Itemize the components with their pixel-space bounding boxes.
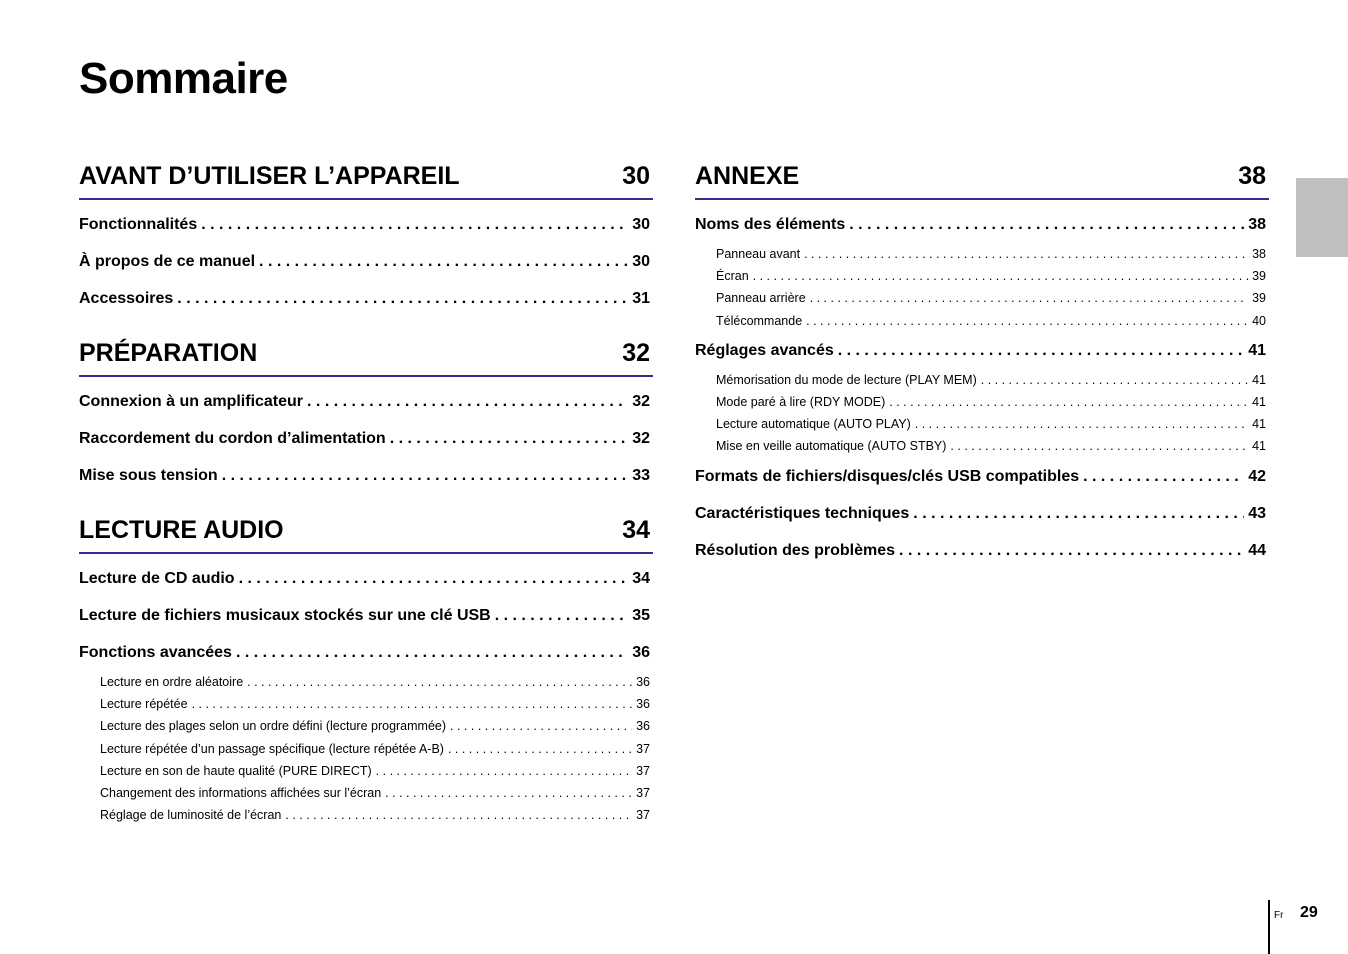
chapter-tab [1296, 178, 1348, 257]
toc-subentry-label: Lecture répétée [100, 697, 188, 712]
toc-subentry[interactable] [695, 287, 1269, 309]
dot-leader [889, 391, 1248, 413]
section-heading-label: LECTURE AUDIO [79, 516, 284, 544]
section-heading-page: 34 [622, 516, 650, 544]
toc-subentry-label: Lecture des plages selon un ordre défini (lecture programmée) [100, 719, 447, 734]
toc-subentry-page: 41 [1252, 372, 1266, 387]
toc-entry[interactable] [79, 634, 653, 671]
toc-subentry-label: Écran [716, 269, 749, 284]
toc-entry[interactable] [695, 332, 1269, 369]
toc-entry-page: 35 [632, 607, 650, 624]
page-number: 29 [1300, 904, 1318, 921]
dot-leader [806, 310, 1248, 332]
dot-leader [192, 693, 633, 715]
toc-subentry-label: Panneau arrière [716, 291, 806, 306]
toc-entry-page: 31 [632, 290, 650, 307]
toc-entry[interactable] [695, 206, 1269, 243]
toc-subentry[interactable] [79, 693, 653, 715]
toc-entry-label: Réglages avancés [695, 341, 834, 359]
toc-entry[interactable] [79, 420, 653, 457]
toc-entry-label: Mise sous tension [79, 467, 218, 484]
toc-subentry[interactable] [695, 310, 1269, 332]
toc-subentry-page: 38 [1252, 247, 1266, 261]
language-code: Fr [1274, 910, 1284, 921]
toc-subentry-label: Télécommande [716, 313, 803, 328]
toc-subentry-page: 41 [1252, 394, 1266, 409]
toc-section-annexe [695, 160, 1269, 569]
toc-subentry-label: Réglage de luminosité de l’écran [100, 808, 282, 823]
dot-leader [495, 597, 628, 634]
toc-subentry-page: 37 [636, 808, 650, 823]
toc-entry-label: Formats de fichiers/disques/clés USB compatibles [695, 467, 1080, 485]
toc-subentry-label: Mise en veille automatique (AUTO STBY) [716, 439, 947, 454]
dot-leader [376, 760, 632, 782]
toc-subentry[interactable] [695, 369, 1269, 391]
toc-entry-page: 36 [632, 644, 650, 661]
toc-subentry-label: Mode paré à lire (RDY MODE) [716, 394, 886, 409]
toc-entry-label: Résolution des problèmes [695, 541, 896, 559]
toc-subentry[interactable] [695, 265, 1269, 287]
toc-entry-label: Raccordement du cordon d’alimentation [79, 430, 386, 447]
toc-subentry-page: 40 [1252, 313, 1266, 328]
dot-leader [810, 287, 1248, 309]
toc-entry[interactable] [79, 206, 653, 243]
toc-entry[interactable] [79, 243, 653, 280]
dot-leader [899, 532, 1244, 569]
dot-leader [385, 782, 632, 804]
toc-entry-page: 43 [1248, 504, 1266, 522]
dot-leader [450, 715, 632, 737]
dot-leader [259, 243, 628, 280]
section-heading[interactable] [79, 160, 653, 200]
toc-entry-page: 32 [632, 393, 650, 410]
toc-entry-label: Accessoires [79, 290, 174, 307]
toc-entry[interactable] [695, 458, 1269, 495]
footer-divider [1268, 900, 1270, 954]
toc-subentry[interactable] [695, 391, 1269, 413]
toc-subentry[interactable] [79, 804, 653, 826]
toc-subentry[interactable] [695, 413, 1269, 435]
toc-subentry-label: Lecture en ordre aléatoire [100, 675, 244, 689]
section-heading-label: ANNEXE [695, 162, 800, 190]
section-heading[interactable] [79, 337, 653, 377]
toc-entry[interactable] [695, 532, 1269, 569]
toc-entry-label: Connexion à un amplificateur [79, 393, 304, 410]
section-heading-page: 38 [1238, 162, 1266, 190]
toc-subentry[interactable] [79, 671, 653, 693]
toc-right-column [695, 160, 1269, 589]
toc-subentry-label: Lecture répétée d’un passage spécifique (lecture répétée A-B) [100, 741, 444, 756]
dot-leader [448, 738, 632, 760]
toc-subentry[interactable] [695, 243, 1269, 265]
dot-leader [838, 332, 1244, 369]
section-heading[interactable] [695, 160, 1269, 200]
dot-leader [307, 383, 628, 420]
dot-leader [915, 413, 1248, 435]
dot-leader [239, 560, 629, 597]
toc-entry-page: 42 [1248, 467, 1266, 485]
dot-leader [236, 634, 628, 671]
toc-section-avant [79, 160, 653, 317]
toc-section-lecture [79, 514, 653, 826]
toc-subentry-label: Mémorisation du mode de lecture (PLAY MEM) [716, 372, 977, 387]
dot-leader [981, 369, 1248, 391]
toc-entry-label: Fonctionnalités [79, 216, 198, 233]
dot-leader [849, 206, 1244, 243]
toc-entry-label: Noms des éléments [695, 216, 846, 233]
toc-entry-page: 33 [632, 467, 650, 484]
toc-entry[interactable] [695, 495, 1269, 532]
section-heading-page: 32 [622, 339, 650, 367]
toc-entry-page: 41 [1248, 341, 1266, 359]
dot-leader [390, 420, 629, 457]
toc-section-preparation [79, 337, 653, 494]
toc-subentry[interactable] [79, 782, 653, 804]
toc-entry[interactable] [79, 560, 653, 597]
toc-subentry[interactable] [79, 715, 653, 737]
section-heading-page: 30 [622, 162, 650, 190]
dot-leader [222, 457, 629, 494]
toc-entry-label: Fonctions avancées [79, 644, 232, 661]
toc-subentry-page: 37 [636, 763, 650, 778]
toc-subentry[interactable] [79, 738, 653, 760]
section-heading-label: PRÉPARATION [79, 339, 258, 367]
toc-subentry-page: 41 [1252, 439, 1266, 454]
toc-subentry[interactable] [695, 435, 1269, 457]
toc-entry[interactable] [79, 383, 653, 420]
toc-entry-page: 44 [1248, 541, 1266, 559]
toc-subentry-page: 36 [636, 675, 650, 689]
toc-left-column [79, 160, 653, 846]
dot-leader [950, 435, 1248, 457]
section-heading[interactable] [79, 514, 653, 554]
toc-subentry-label: Lecture en son de haute qualité (PURE DIRECT) [100, 763, 372, 778]
toc-entry-page: 34 [632, 570, 650, 587]
section-heading-label: AVANT D’UTILISER L’APPAREIL [79, 162, 460, 190]
toc-subentry-label: Changement des informations affichées sur l’écran [100, 785, 382, 800]
toc-subentry-page: 37 [636, 785, 650, 800]
toc-entry[interactable] [79, 280, 653, 317]
page-title: Sommaire [79, 54, 288, 103]
toc-subentry-label: Panneau avant [716, 247, 801, 261]
dot-leader [804, 243, 1248, 265]
toc-entry-label: Lecture de fichiers musicaux stockés sur une clé USB [79, 607, 491, 624]
dot-leader [753, 265, 1248, 287]
toc-subentry-page: 36 [636, 697, 650, 712]
toc-entry-label: À propos de ce manuel [79, 253, 256, 270]
toc-entry[interactable] [79, 457, 653, 494]
dot-leader [1083, 458, 1244, 495]
toc-subentry-label: Lecture automatique (AUTO PLAY) [716, 417, 911, 432]
toc-entry[interactable] [79, 597, 653, 634]
dot-leader [285, 804, 632, 826]
dot-leader [201, 206, 628, 243]
dot-leader [247, 671, 632, 693]
toc-subentry-page: 39 [1252, 269, 1266, 284]
toc-subentry-page: 36 [636, 719, 650, 734]
toc-entry-page: 38 [1248, 216, 1266, 233]
toc-subentry[interactable] [79, 760, 653, 782]
toc-entry-label: Caractéristiques techniques [695, 504, 910, 522]
toc-entry-page: 30 [632, 253, 650, 270]
dot-leader [177, 280, 628, 317]
toc-entry-page: 32 [632, 430, 650, 447]
dot-leader [913, 495, 1244, 532]
toc-subentry-page: 39 [1252, 291, 1266, 306]
toc-subentry-page: 37 [636, 741, 650, 756]
toc-entry-label: Lecture de CD audio [79, 570, 235, 587]
toc-subentry-page: 41 [1252, 417, 1266, 432]
toc-entry-page: 30 [632, 216, 650, 233]
